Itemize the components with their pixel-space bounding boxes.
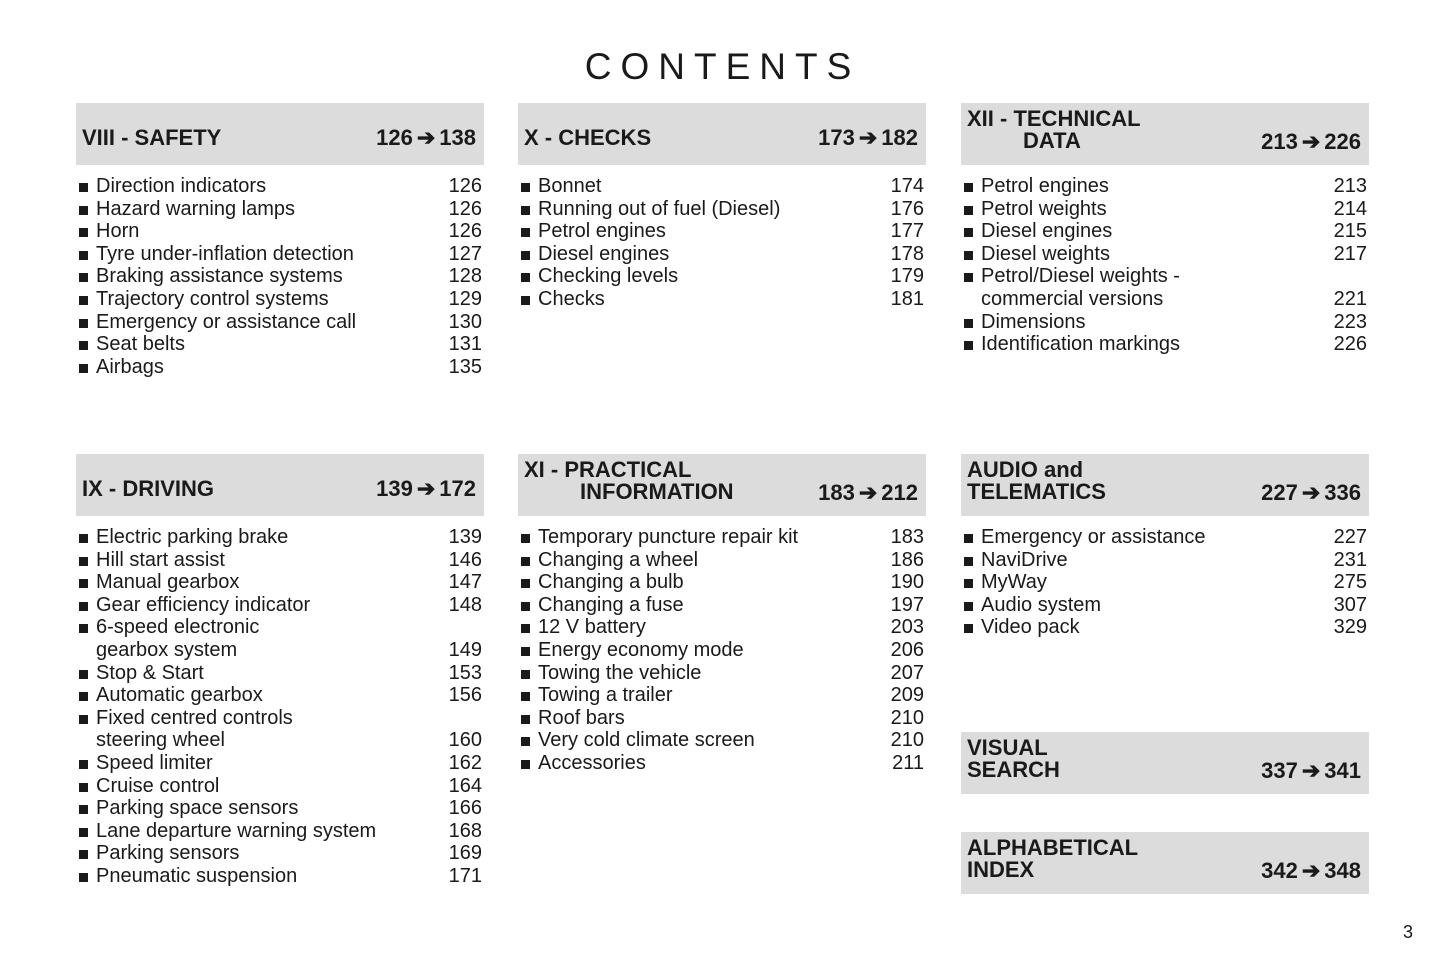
section-header bbox=[518, 454, 926, 516]
section-title-line: INFORMATION bbox=[580, 479, 734, 504]
range-end: 226 bbox=[1324, 129, 1361, 154]
bullet-square-icon bbox=[79, 228, 88, 237]
toc-entry-label: Hill start assist bbox=[96, 548, 225, 571]
toc-entry[interactable] bbox=[76, 865, 484, 888]
toc-entry-label: Cruise control bbox=[96, 774, 220, 797]
toc-entry[interactable] bbox=[961, 265, 1369, 310]
toc-entry-page: 221 bbox=[1333, 287, 1367, 310]
toc-entry-label: Diesel weights bbox=[981, 242, 1110, 265]
toc-entry[interactable] bbox=[76, 594, 484, 617]
toc-entry[interactable] bbox=[76, 311, 484, 334]
toc-entry-page: 226 bbox=[1333, 333, 1367, 356]
section-items bbox=[76, 526, 484, 888]
section-title bbox=[967, 108, 1141, 152]
toc-entry-page: 181 bbox=[890, 287, 924, 310]
bullet-square-icon bbox=[521, 737, 530, 746]
range-end: 336 bbox=[1324, 480, 1361, 505]
section-title-line: VISUAL bbox=[967, 735, 1048, 760]
section-title-line: XII - TECHNICAL bbox=[967, 106, 1141, 131]
bullet-square-icon bbox=[964, 579, 973, 588]
bullet-square-icon bbox=[964, 319, 973, 328]
toc-entry[interactable] bbox=[518, 265, 926, 288]
toc-entry-page: 135 bbox=[448, 355, 482, 378]
toc-entry[interactable] bbox=[518, 752, 926, 775]
section-page-range bbox=[376, 478, 476, 500]
toc-entry-label: Electric parking brake bbox=[96, 526, 289, 548]
toc-entry-label: Towing a trailer bbox=[538, 684, 673, 707]
toc-entry[interactable] bbox=[961, 220, 1369, 243]
toc-entry-label: Gear efficiency indicator bbox=[96, 593, 311, 616]
bullet-square-icon bbox=[79, 319, 88, 328]
bullet-square-icon bbox=[521, 692, 530, 701]
bullet-square-icon bbox=[79, 873, 88, 882]
section-items bbox=[961, 175, 1369, 356]
section-header bbox=[961, 103, 1369, 165]
toc-entry-page: 190 bbox=[890, 571, 924, 594]
arrow-right-icon: ➔ bbox=[416, 476, 436, 501]
toc-entry-label: Parking space sensors bbox=[96, 797, 299, 820]
toc-entry-page: 169 bbox=[448, 842, 482, 865]
section-page-range bbox=[1261, 760, 1361, 782]
toc-entry-label: Petrol/Diesel weights - bbox=[981, 265, 1180, 288]
toc-entry[interactable] bbox=[518, 243, 926, 266]
arrow-right-icon: ➔ bbox=[858, 125, 878, 150]
section-title-line: SEARCH bbox=[967, 757, 1060, 782]
range-start: 139 bbox=[376, 476, 413, 501]
bullet-square-icon bbox=[79, 602, 88, 611]
toc-entry[interactable] bbox=[76, 265, 484, 288]
toc-entry[interactable] bbox=[76, 356, 484, 379]
bullet-square-icon bbox=[521, 206, 530, 215]
bullet-square-icon bbox=[79, 760, 88, 769]
toc-entry-label: Energy economy mode bbox=[538, 638, 744, 661]
section-title-line: VIII - SAFETY bbox=[82, 125, 222, 150]
toc-entry[interactable] bbox=[76, 820, 484, 843]
toc-entry[interactable] bbox=[518, 526, 926, 549]
toc-entry-page: 162 bbox=[448, 751, 482, 774]
arrow-right-icon: ➔ bbox=[1301, 480, 1321, 505]
bullet-square-icon bbox=[521, 251, 530, 260]
toc-entry-label: Roof bars bbox=[538, 706, 625, 729]
bullet-square-icon bbox=[79, 296, 88, 305]
toc-entry-page: 210 bbox=[890, 706, 924, 729]
bullet-square-icon bbox=[79, 557, 88, 566]
toc-entry-label: Parking sensors bbox=[96, 842, 240, 865]
page-title: CONTENTS bbox=[584, 46, 861, 87]
section-practical-information bbox=[518, 454, 926, 775]
toc-entry[interactable] bbox=[961, 198, 1369, 221]
toc-entry[interactable] bbox=[518, 729, 926, 752]
range-end: 138 bbox=[439, 125, 476, 150]
section-title bbox=[82, 478, 214, 500]
range-start: 173 bbox=[818, 125, 855, 150]
toc-entry[interactable] bbox=[961, 571, 1369, 594]
toc-entry-label: Dimensions bbox=[981, 310, 1086, 333]
toc-entry-page: 126 bbox=[448, 197, 482, 220]
toc-entry[interactable] bbox=[961, 594, 1369, 617]
toc-entry-label: Petrol weights bbox=[981, 197, 1107, 220]
section-technical-data bbox=[961, 103, 1369, 356]
bullet-square-icon bbox=[79, 850, 88, 859]
toc-entry-label-continued: steering wheel bbox=[96, 729, 225, 752]
section-checks bbox=[518, 103, 926, 311]
toc-entry-label: Emergency or assistance call bbox=[96, 310, 357, 333]
range-end: 348 bbox=[1324, 858, 1361, 883]
toc-entry-page: 307 bbox=[1333, 593, 1367, 616]
bullet-square-icon bbox=[964, 273, 973, 282]
toc-entry-label: Petrol engines bbox=[981, 175, 1109, 197]
section-items bbox=[518, 175, 926, 311]
section-title-line: ALPHABETICAL bbox=[967, 835, 1139, 860]
toc-entry-page: 147 bbox=[448, 571, 482, 594]
toc-entry-page: 166 bbox=[448, 797, 482, 820]
bullet-square-icon bbox=[964, 228, 973, 237]
range-start: 126 bbox=[376, 125, 413, 150]
toc-entry[interactable] bbox=[76, 549, 484, 572]
bullet-square-icon bbox=[521, 602, 530, 611]
bullet-square-icon bbox=[79, 715, 88, 724]
range-start: 183 bbox=[818, 480, 855, 505]
toc-entry-page: 206 bbox=[890, 638, 924, 661]
section-header bbox=[961, 732, 1369, 794]
toc-entry-label: Diesel engines bbox=[981, 220, 1113, 243]
section-visual-search bbox=[961, 732, 1369, 794]
bullet-square-icon bbox=[79, 341, 88, 350]
toc-entry-label: Checking levels bbox=[538, 265, 679, 288]
toc-entry-page: 131 bbox=[448, 333, 482, 356]
toc-entry-label: Airbags bbox=[96, 355, 164, 378]
toc-entry[interactable] bbox=[76, 333, 484, 356]
bullet-square-icon bbox=[521, 624, 530, 633]
bullet-square-icon bbox=[521, 579, 530, 588]
toc-entry-page: 223 bbox=[1333, 310, 1367, 333]
bullet-square-icon bbox=[521, 296, 530, 305]
toc-entry-page: 217 bbox=[1333, 242, 1367, 265]
toc-entry[interactable] bbox=[961, 526, 1369, 549]
toc-entry[interactable] bbox=[76, 842, 484, 865]
toc-entry-page: 329 bbox=[1333, 616, 1367, 639]
toc-entry-page: 148 bbox=[448, 593, 482, 616]
toc-entry-label: Speed limiter bbox=[96, 751, 213, 774]
section-title-line: INDEX bbox=[967, 857, 1035, 882]
arrow-right-icon: ➔ bbox=[1301, 858, 1321, 883]
toc-entry-label: Changing a wheel bbox=[538, 548, 699, 571]
toc-entry-label: Diesel engines bbox=[538, 242, 670, 265]
section-page-range bbox=[1261, 131, 1361, 153]
bullet-square-icon bbox=[79, 183, 88, 192]
toc-entry-page: 210 bbox=[890, 729, 924, 752]
toc-entry[interactable] bbox=[518, 616, 926, 639]
range-start: 213 bbox=[1261, 129, 1298, 154]
toc-entry-label: Temporary puncture repair kit bbox=[538, 526, 799, 548]
toc-entry-label: Pneumatic suspension bbox=[96, 864, 298, 887]
toc-entry-label: Hazard warning lamps bbox=[96, 197, 295, 220]
toc-entry-page: 171 bbox=[448, 864, 482, 887]
toc-entry[interactable] bbox=[518, 639, 926, 662]
toc-entry-page: 209 bbox=[890, 684, 924, 707]
bullet-square-icon bbox=[521, 273, 530, 282]
bullet-square-icon bbox=[79, 273, 88, 282]
section-driving bbox=[76, 454, 484, 888]
arrow-right-icon: ➔ bbox=[1301, 129, 1321, 154]
toc-entry-label: Braking assistance systems bbox=[96, 265, 343, 288]
bullet-square-icon bbox=[964, 534, 973, 543]
toc-entry[interactable] bbox=[518, 288, 926, 311]
section-page-range bbox=[818, 127, 918, 149]
toc-entry[interactable] bbox=[76, 707, 484, 752]
section-alphabetical-index bbox=[961, 832, 1369, 894]
toc-entry[interactable] bbox=[518, 684, 926, 707]
toc-entry-page: 213 bbox=[1333, 175, 1367, 197]
section-title-line: TELEMATICS bbox=[967, 479, 1106, 504]
toc-entry-page: 156 bbox=[448, 684, 482, 707]
range-end: 172 bbox=[439, 476, 476, 501]
section-title-line: DATA bbox=[1023, 128, 1081, 153]
bullet-square-icon bbox=[79, 624, 88, 633]
range-end: 341 bbox=[1324, 758, 1361, 783]
toc-entry[interactable] bbox=[76, 775, 484, 798]
toc-entry[interactable] bbox=[76, 684, 484, 707]
toc-entry[interactable] bbox=[76, 797, 484, 820]
toc-entry[interactable] bbox=[76, 288, 484, 311]
toc-entry-page: 127 bbox=[448, 242, 482, 265]
toc-entry-label: Very cold climate screen bbox=[538, 729, 755, 752]
toc-entry[interactable] bbox=[961, 333, 1369, 356]
section-items bbox=[76, 175, 484, 378]
toc-entry-label: Running out of fuel (Diesel) bbox=[538, 197, 781, 220]
section-safety bbox=[76, 103, 484, 378]
toc-entry-label: Changing a fuse bbox=[538, 593, 684, 616]
section-page-range bbox=[1261, 860, 1361, 882]
toc-entry-label: Fixed centred controls bbox=[96, 706, 293, 729]
toc-entry[interactable] bbox=[76, 243, 484, 266]
toc-entry[interactable] bbox=[76, 526, 484, 549]
toc-entry[interactable] bbox=[76, 198, 484, 221]
toc-entry-label: Towing the vehicle bbox=[538, 661, 702, 684]
bullet-square-icon bbox=[79, 670, 88, 679]
arrow-right-icon: ➔ bbox=[858, 480, 878, 505]
bullet-square-icon bbox=[79, 783, 88, 792]
section-title-line: IX - DRIVING bbox=[82, 476, 215, 501]
section-title bbox=[82, 127, 221, 149]
toc-entry-label: Audio system bbox=[981, 593, 1102, 616]
toc-entry-page: 130 bbox=[448, 310, 482, 333]
toc-entry[interactable] bbox=[76, 662, 484, 685]
toc-entry[interactable] bbox=[961, 616, 1369, 639]
toc-entry[interactable] bbox=[961, 311, 1369, 334]
toc-entry-page: 231 bbox=[1333, 548, 1367, 571]
toc-entry[interactable] bbox=[518, 175, 926, 198]
bullet-square-icon bbox=[964, 341, 973, 350]
toc-entry-label: MyWay bbox=[981, 571, 1047, 594]
toc-entry-label: Checks bbox=[538, 287, 605, 310]
toc-entry-label: Emergency or assistance bbox=[981, 526, 1206, 548]
toc-entry[interactable] bbox=[518, 594, 926, 617]
toc-entry-page: 149 bbox=[448, 638, 482, 661]
toc-entry[interactable] bbox=[518, 198, 926, 221]
range-start: 227 bbox=[1261, 480, 1298, 505]
toc-entry[interactable] bbox=[961, 175, 1369, 198]
toc-entry[interactable] bbox=[76, 752, 484, 775]
bullet-square-icon bbox=[521, 715, 530, 724]
toc-entry-label: 12 V battery bbox=[538, 616, 646, 639]
toc-entry-page: 207 bbox=[890, 661, 924, 684]
section-page-range bbox=[376, 127, 476, 149]
bullet-square-icon bbox=[79, 364, 88, 373]
section-header bbox=[76, 103, 484, 165]
section-header bbox=[961, 832, 1369, 894]
section-items bbox=[518, 526, 926, 775]
bullet-square-icon bbox=[521, 228, 530, 237]
range-end: 182 bbox=[881, 125, 918, 150]
section-title bbox=[967, 459, 1106, 503]
bullet-square-icon bbox=[964, 557, 973, 566]
bullet-square-icon bbox=[964, 602, 973, 611]
arrow-right-icon: ➔ bbox=[416, 125, 436, 150]
toc-entry-page: 160 bbox=[448, 729, 482, 752]
toc-entry-label-continued: gearbox system bbox=[96, 638, 238, 661]
toc-entry[interactable] bbox=[76, 616, 484, 661]
toc-entry[interactable] bbox=[518, 571, 926, 594]
toc-entry[interactable] bbox=[518, 707, 926, 730]
toc-entry-page: 128 bbox=[448, 265, 482, 288]
bullet-square-icon bbox=[79, 534, 88, 543]
toc-entry-page: 183 bbox=[890, 526, 924, 548]
toc-entry-page: 197 bbox=[890, 593, 924, 616]
toc-entry-label: NaviDrive bbox=[981, 548, 1068, 571]
toc-entry-label: Identification markings bbox=[981, 333, 1180, 356]
toc-entry-label: Lane departure warning system bbox=[96, 819, 377, 842]
section-title-line: X - CHECKS bbox=[524, 125, 652, 150]
toc-entry-page: 214 bbox=[1333, 197, 1367, 220]
toc-entry-page: 227 bbox=[1333, 526, 1367, 548]
toc-entry-label: Stop & Start bbox=[96, 661, 204, 684]
bullet-square-icon bbox=[79, 579, 88, 588]
bullet-square-icon bbox=[521, 670, 530, 679]
toc-entry-page: 146 bbox=[448, 548, 482, 571]
toc-entry-label: Petrol engines bbox=[538, 220, 666, 243]
toc-entry[interactable] bbox=[518, 220, 926, 243]
bullet-square-icon bbox=[521, 534, 530, 543]
toc-entry[interactable] bbox=[518, 549, 926, 572]
range-start: 337 bbox=[1261, 758, 1298, 783]
toc-entry[interactable] bbox=[961, 243, 1369, 266]
toc-entry-label: Accessories bbox=[538, 751, 646, 774]
page-number: 3 bbox=[1402, 922, 1413, 942]
section-header bbox=[518, 103, 926, 165]
toc-entry-page: 275 bbox=[1333, 571, 1367, 594]
bullet-square-icon bbox=[79, 251, 88, 260]
section-title-line: XI - PRACTICAL bbox=[524, 457, 692, 482]
toc-entry-page: 126 bbox=[448, 220, 482, 243]
toc-entry-label: Horn bbox=[96, 220, 140, 243]
section-audio-telematics bbox=[961, 454, 1369, 639]
toc-entry-page: 176 bbox=[890, 197, 924, 220]
arrow-right-icon: ➔ bbox=[1301, 758, 1321, 783]
toc-entry-label: 6-speed electronic bbox=[96, 616, 260, 639]
toc-entry[interactable] bbox=[961, 549, 1369, 572]
toc-entry-page: 179 bbox=[890, 265, 924, 288]
section-title bbox=[524, 459, 734, 503]
toc-entry-page: 177 bbox=[890, 220, 924, 243]
toc-entry-page: 153 bbox=[448, 661, 482, 684]
toc-entry-page: 215 bbox=[1333, 220, 1367, 243]
section-page-range bbox=[818, 482, 918, 504]
bullet-square-icon bbox=[521, 557, 530, 566]
toc-entry-page: 168 bbox=[448, 819, 482, 842]
bullet-square-icon bbox=[964, 251, 973, 260]
section-header bbox=[961, 454, 1369, 516]
bullet-square-icon bbox=[521, 647, 530, 656]
section-header bbox=[76, 454, 484, 516]
toc-entry-page: 203 bbox=[890, 616, 924, 639]
section-title-line: AUDIO and bbox=[967, 457, 1084, 482]
toc-entry-label: Automatic gearbox bbox=[96, 684, 263, 707]
section-title bbox=[967, 837, 1138, 881]
toc-entry-page: 139 bbox=[448, 526, 482, 548]
toc-entry[interactable] bbox=[76, 175, 484, 198]
toc-entry-label-continued: commercial versions bbox=[981, 287, 1164, 310]
toc-entry[interactable] bbox=[518, 662, 926, 685]
toc-entry-label: Changing a bulb bbox=[538, 571, 684, 594]
bullet-square-icon bbox=[521, 760, 530, 769]
bullet-square-icon bbox=[964, 206, 973, 215]
toc-entry-page: 174 bbox=[890, 175, 924, 197]
toc-entry-page: 164 bbox=[448, 774, 482, 797]
toc-entry-label: Trajectory control systems bbox=[96, 287, 329, 310]
bullet-square-icon bbox=[964, 183, 973, 192]
toc-entry-page: 186 bbox=[890, 548, 924, 571]
toc-entry-label: Manual gearbox bbox=[96, 571, 240, 594]
bullet-square-icon bbox=[521, 183, 530, 192]
toc-entry-label: Tyre under-inflation detection bbox=[96, 242, 354, 265]
toc-entry-page: 129 bbox=[448, 287, 482, 310]
section-title bbox=[524, 127, 651, 149]
bullet-square-icon bbox=[79, 805, 88, 814]
toc-entry-page: 178 bbox=[890, 242, 924, 265]
bullet-square-icon bbox=[79, 692, 88, 701]
range-start: 342 bbox=[1261, 858, 1298, 883]
section-items bbox=[961, 526, 1369, 639]
section-title bbox=[967, 737, 1060, 781]
toc-entry[interactable] bbox=[76, 571, 484, 594]
toc-entry-label: Direction indicators bbox=[96, 175, 267, 197]
toc-entry-label: Bonnet bbox=[538, 175, 602, 197]
bullet-square-icon bbox=[964, 624, 973, 633]
range-end: 212 bbox=[881, 480, 918, 505]
toc-entry-page: 126 bbox=[448, 175, 482, 197]
toc-entry-label: Seat belts bbox=[96, 333, 185, 356]
bullet-square-icon bbox=[79, 206, 88, 215]
section-page-range bbox=[1261, 482, 1361, 504]
toc-entry-label: Video pack bbox=[981, 616, 1080, 639]
bullet-square-icon bbox=[79, 828, 88, 837]
toc-entry-page: 211 bbox=[892, 751, 924, 774]
toc-entry[interactable] bbox=[76, 220, 484, 243]
